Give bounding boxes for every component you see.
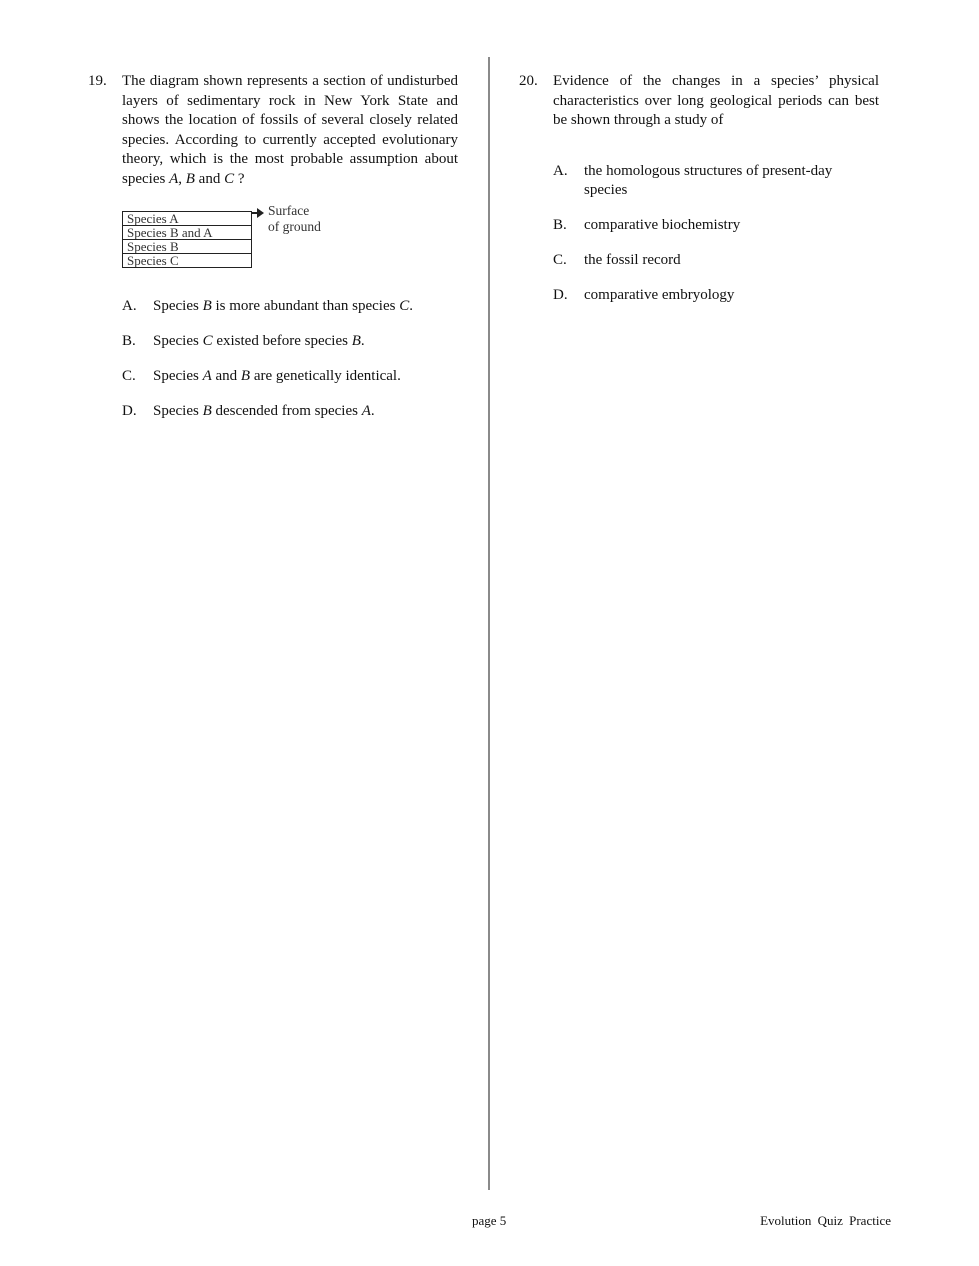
- question-number: 19.: [88, 73, 107, 89]
- answer-choice-b[interactable]: [553, 216, 879, 236]
- choice-letter: D.: [553, 287, 568, 303]
- answer-choices: [553, 162, 879, 306]
- surface-label: Surface of ground: [268, 203, 321, 234]
- choice-text: comparative embryology: [584, 287, 735, 303]
- column-divider: [488, 57, 490, 1190]
- choice-letter: B.: [122, 333, 136, 349]
- question-text: The diagram shown represents a section of undisturbed layers of sedimentary rock in New York State and shows the location of fossils of several closely related species. According to currently accepted evolutionary theory, which is the most probable assumption about species A, B and C ?: [122, 73, 458, 187]
- arrow-right-icon: [257, 208, 264, 218]
- rock-layer: Species C: [127, 254, 179, 267]
- choice-letter: B.: [553, 217, 567, 233]
- choice-letter: C.: [122, 368, 136, 384]
- answer-choice-d[interactable]: [553, 286, 879, 306]
- answer-choice-a[interactable]: [553, 162, 879, 201]
- rock-layer: Species B and A: [123, 226, 251, 240]
- answer-choice-a[interactable]: A. Species B is more abundant than species C.: [122, 297, 458, 317]
- choice-letter: A.: [122, 298, 137, 314]
- rock-layer: Species B: [123, 240, 251, 254]
- rock-layers-diagram: [122, 203, 458, 275]
- choice-text: comparative biochemistry: [584, 217, 741, 233]
- answer-choice-b[interactable]: B. Species C existed before species B.: [122, 332, 458, 352]
- question-text: Evidence of the changes in a species’ physical characteristics over long geological periods can best be shown through a study of: [553, 73, 879, 128]
- answer-choice-c[interactable]: C. Species A and B are genetically identical.: [122, 367, 458, 387]
- choice-letter: D.: [122, 403, 137, 419]
- choice-text: the homologous structures of present-day species: [584, 162, 833, 198]
- rock-strata: [122, 211, 252, 268]
- question-20: [519, 72, 879, 321]
- question-number: 20.: [519, 73, 538, 89]
- answer-choice-c[interactable]: [553, 251, 879, 271]
- page-number: page 5: [472, 1213, 507, 1228]
- question-19: [88, 72, 458, 437]
- answer-choices: [122, 297, 458, 422]
- document-title: Evolution Quiz Practice: [760, 1213, 891, 1228]
- choice-letter: A.: [553, 162, 568, 179]
- answer-choice-d[interactable]: D. Species B descended from species A.: [122, 402, 458, 422]
- choice-text: the fossil record: [584, 252, 681, 268]
- rock-layer: Species A: [123, 212, 251, 226]
- choice-letter: C.: [553, 252, 567, 268]
